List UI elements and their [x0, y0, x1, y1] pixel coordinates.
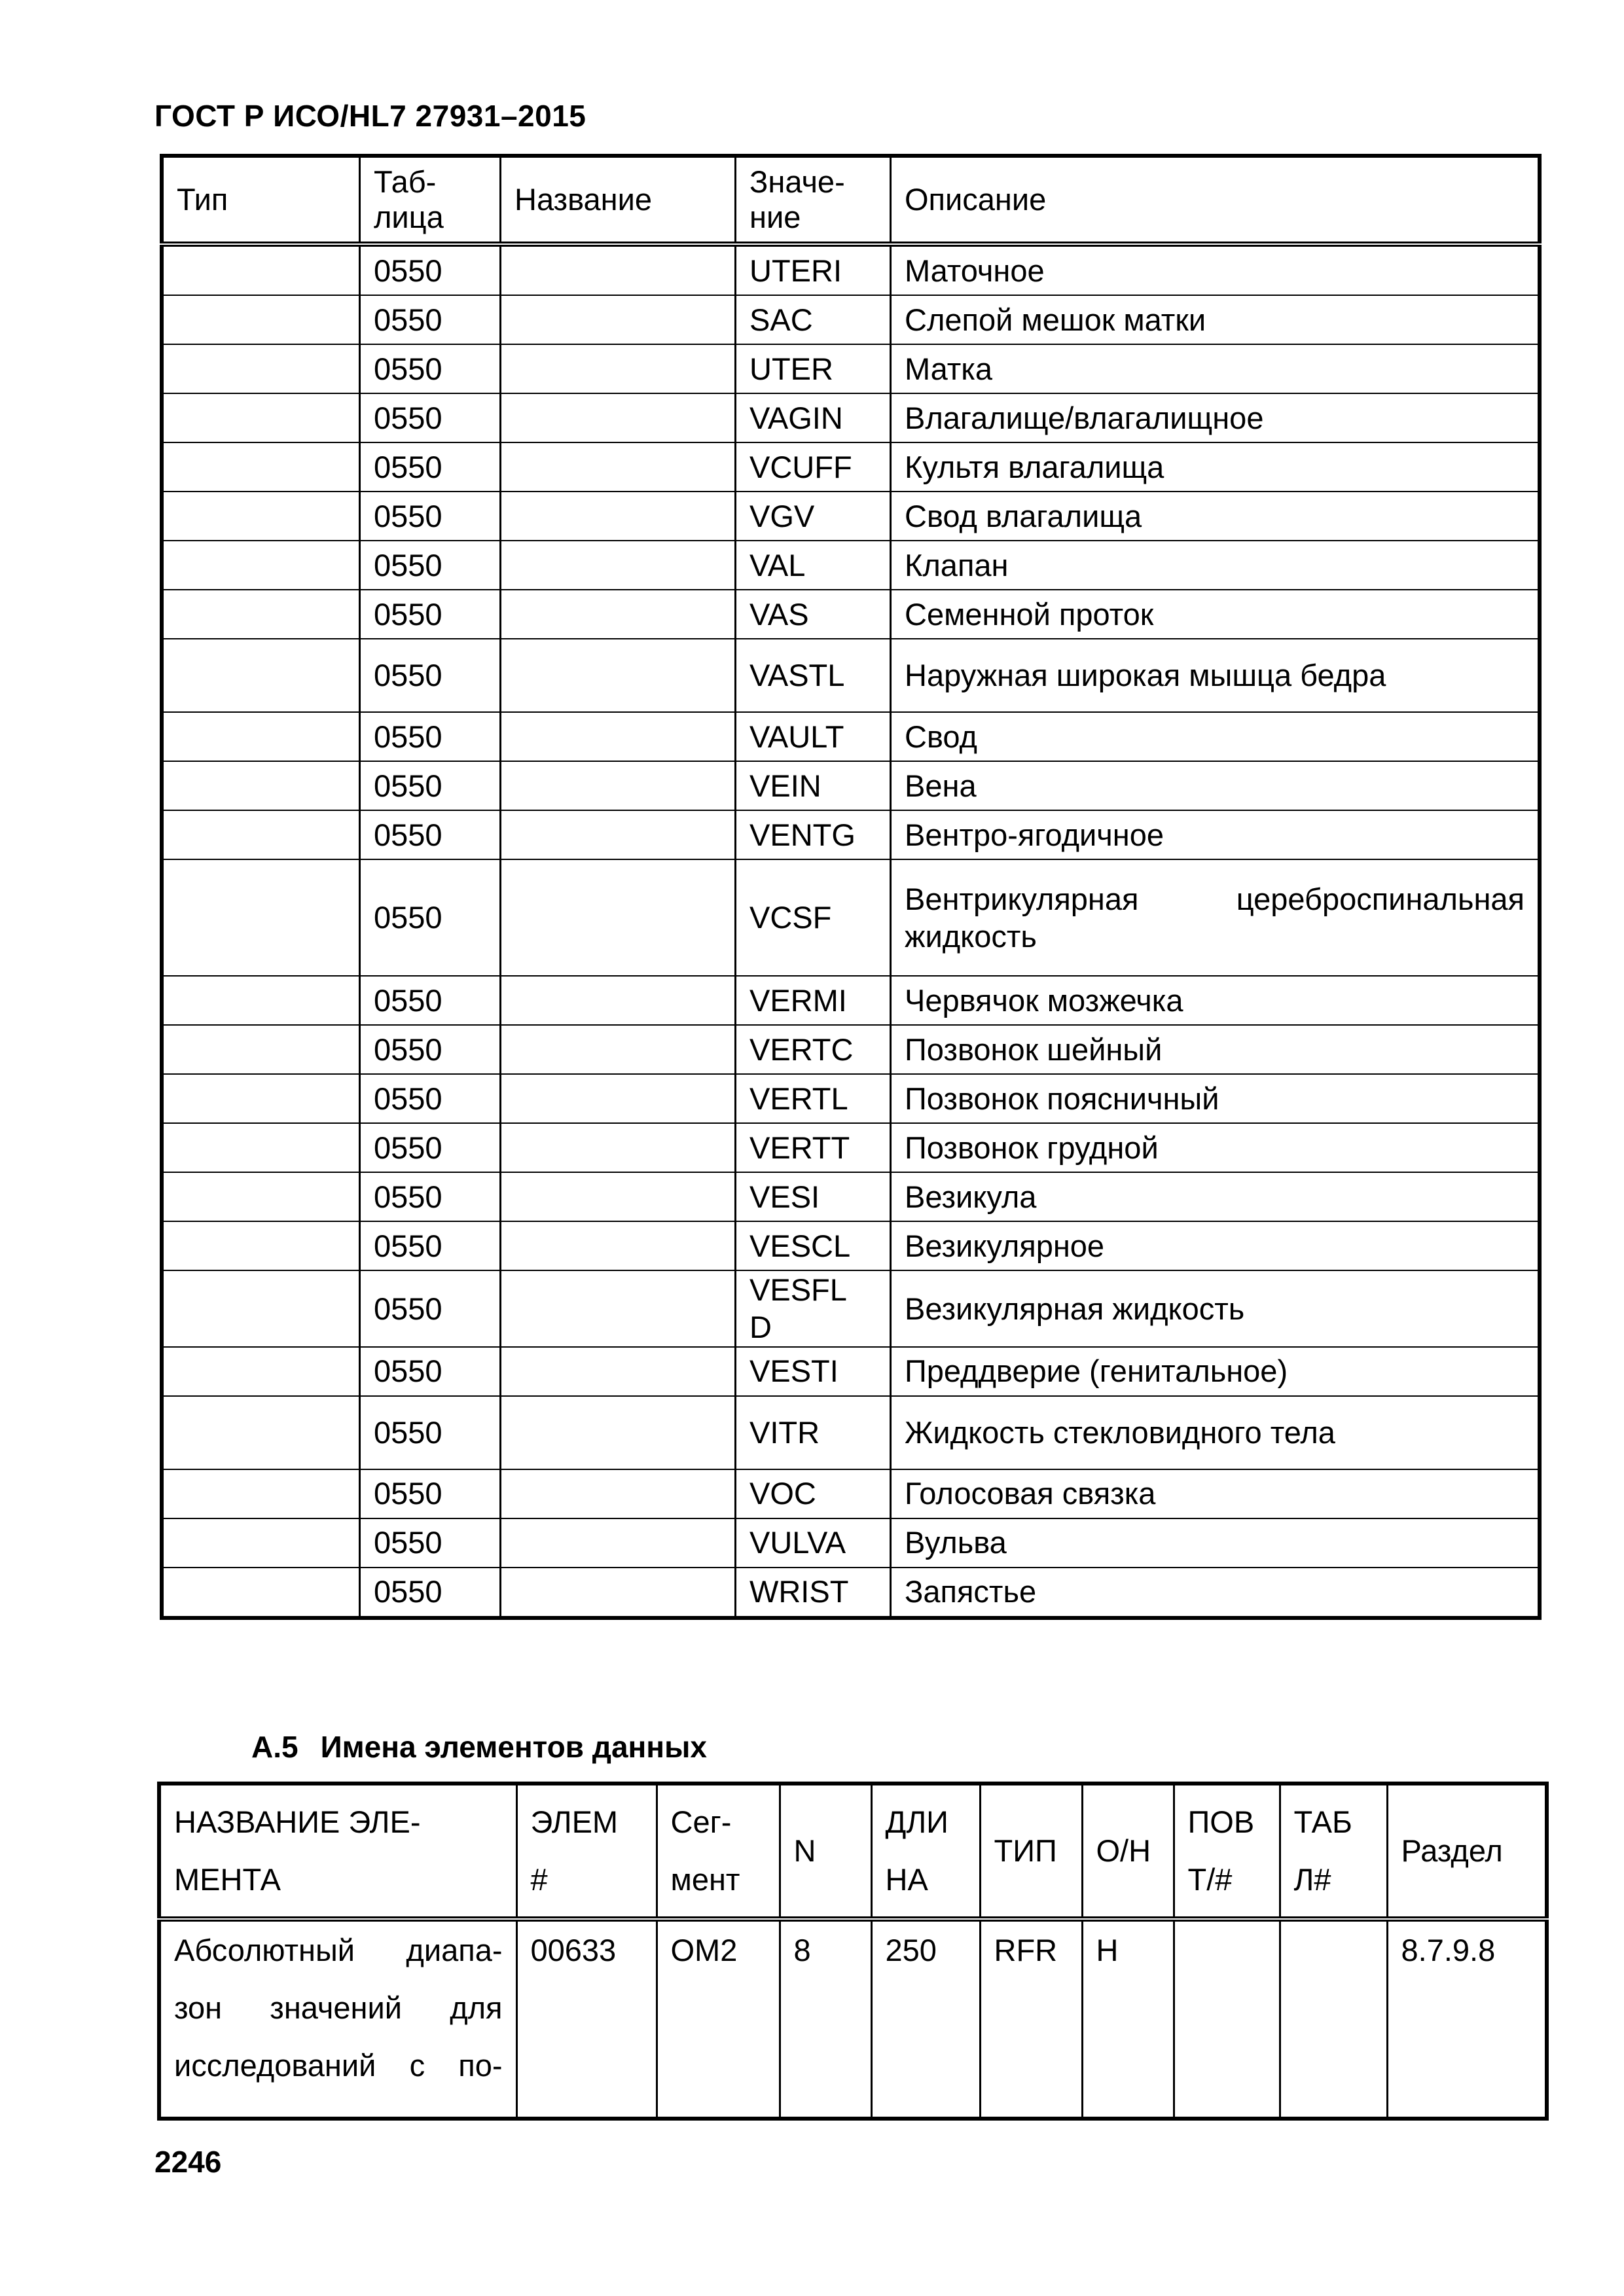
cell-type — [162, 244, 360, 295]
document-header-title: ГОСТ Р ИСО/HL7 27931–2015 — [154, 99, 586, 133]
cell-element-name: Абсолютный диапа- зон значений для исследований с по- — [159, 1919, 516, 2119]
cell-table: 0550 — [360, 442, 501, 492]
data-elements-table — [157, 1782, 1549, 2121]
col-header-optionality: О/Н — [1082, 1784, 1174, 1919]
cell-value: VITR — [736, 1396, 891, 1469]
cell-table: 0550 — [360, 590, 501, 639]
cell-name — [501, 1396, 736, 1469]
cell-value: VEIN — [736, 761, 891, 810]
cell-value: VESFL D — [736, 1270, 891, 1347]
col-header-length: ДЛИ НА — [871, 1784, 980, 1919]
cell-value: VULVA — [736, 1518, 891, 1568]
table-row — [162, 976, 1540, 1025]
cell-value: VOC — [736, 1469, 891, 1518]
cell-name — [501, 492, 736, 541]
cell-table: 0550 — [360, 1025, 501, 1074]
cell-description: Слепой мешок матки — [891, 295, 1540, 344]
cell-type — [162, 1396, 360, 1469]
cell-table: 0550 — [360, 344, 501, 393]
cell-description: Позвонок грудной — [891, 1123, 1540, 1172]
table-row — [162, 761, 1540, 810]
table-row — [162, 639, 1540, 712]
cell-description: Преддверие (генитальное) — [891, 1347, 1540, 1396]
cell-type — [162, 492, 360, 541]
cell-name — [501, 1518, 736, 1568]
table-row — [162, 492, 1540, 541]
col-header-element-name: НАЗВАНИЕ ЭЛЕ- МЕНТА — [159, 1784, 516, 1919]
cell-value: VESTI — [736, 1347, 891, 1396]
cell-table: 0550 — [360, 541, 501, 590]
cell-value: VERTL — [736, 1074, 891, 1123]
table-row — [162, 1396, 1540, 1469]
table-row — [162, 295, 1540, 344]
cell-table: 0550 — [360, 1396, 501, 1469]
cell-value: VASTL — [736, 639, 891, 712]
cell-value: VENTG — [736, 810, 891, 859]
cell-length: 250 — [871, 1919, 980, 2119]
col-header-n: N — [780, 1784, 871, 1919]
cell-type — [162, 1172, 360, 1221]
cell-table: 0550 — [360, 1221, 501, 1270]
table-row — [162, 859, 1540, 976]
table-row — [162, 1025, 1540, 1074]
cell-value: VCSF — [736, 859, 891, 976]
table-row — [162, 1221, 1540, 1270]
cell-elem-number: 00633 — [516, 1919, 657, 2119]
table-row — [162, 442, 1540, 492]
cell-value: VAGIN — [736, 393, 891, 442]
cell-table: 0550 — [360, 639, 501, 712]
cell-type — [162, 810, 360, 859]
cell-description: Вентро-ягодичное — [891, 810, 1540, 859]
col-header-table-number: ТАБ Л# — [1280, 1784, 1387, 1919]
cell-type — [162, 541, 360, 590]
cell-value: VGV — [736, 492, 891, 541]
cell-value: VAL — [736, 541, 891, 590]
cell-table: 0550 — [360, 1469, 501, 1518]
col-header-description: Описание — [891, 156, 1540, 244]
cell-name — [501, 1469, 736, 1518]
cell-value: UTERI — [736, 244, 891, 295]
cell-table: 0550 — [360, 244, 501, 295]
table-row — [162, 712, 1540, 761]
table-row — [162, 1347, 1540, 1396]
table-row — [162, 1469, 1540, 1518]
cell-table: 0550 — [360, 295, 501, 344]
cell-description: Свод — [891, 712, 1540, 761]
cell-description: Вентрикулярная цереброспинальная жидкость — [891, 859, 1540, 976]
cell-table: 0550 — [360, 761, 501, 810]
table-row — [162, 541, 1540, 590]
cell-description: Культя влагалища — [891, 442, 1540, 492]
col-header-value: Значе- ние — [736, 156, 891, 244]
value-table-body — [162, 244, 1540, 1618]
table-row — [162, 393, 1540, 442]
cell-type — [162, 393, 360, 442]
cell-name — [501, 810, 736, 859]
cell-name — [501, 712, 736, 761]
cell-name — [501, 442, 736, 492]
cell-type — [162, 1221, 360, 1270]
cell-description: Клапан — [891, 541, 1540, 590]
table-row — [162, 1568, 1540, 1618]
col-header-repeat: ПОВ Т/# — [1174, 1784, 1280, 1919]
cell-name — [501, 1123, 736, 1172]
section-title: Имена элементов данных — [320, 1730, 707, 1764]
cell-description: Везикулярная жидкость — [891, 1270, 1540, 1347]
cell-value: VERTT — [736, 1123, 891, 1172]
col-header-table: Таб- лица — [360, 156, 501, 244]
cell-description: Позвонок шейный — [891, 1025, 1540, 1074]
cell-value: UTER — [736, 344, 891, 393]
col-header-type: ТИП — [980, 1784, 1082, 1919]
cell-name — [501, 761, 736, 810]
cell-description: Жидкость стекловидного тела — [891, 1396, 1540, 1469]
cell-value: WRIST — [736, 1568, 891, 1618]
cell-description: Вена — [891, 761, 1540, 810]
cell-name — [501, 859, 736, 976]
cell-value: VESCL — [736, 1221, 891, 1270]
col-header-section: Раздел — [1387, 1784, 1547, 1919]
table-row — [159, 1919, 1547, 2119]
cell-type: RFR — [980, 1919, 1082, 2119]
cell-value: SAC — [736, 295, 891, 344]
cell-name — [501, 976, 736, 1025]
cell-description: Влагалище/влагалищное — [891, 393, 1540, 442]
cell-value: VAULT — [736, 712, 891, 761]
table-row — [162, 810, 1540, 859]
cell-name — [501, 1074, 736, 1123]
cell-name — [501, 1347, 736, 1396]
cell-description: Голосовая связка — [891, 1469, 1540, 1518]
cell-description: Наружная широкая мышца бедра — [891, 639, 1540, 712]
cell-optionality: Н — [1082, 1919, 1174, 2119]
cell-type — [162, 295, 360, 344]
cell-description: Запястье — [891, 1568, 1540, 1618]
cell-type — [162, 1568, 360, 1618]
col-header-segment: Сег- мент — [657, 1784, 780, 1919]
cell-description: Червячок мозжечка — [891, 976, 1540, 1025]
cell-type — [162, 639, 360, 712]
cell-n: 8 — [780, 1919, 871, 2119]
cell-name — [501, 639, 736, 712]
cell-value: VERMI — [736, 976, 891, 1025]
table-row — [162, 344, 1540, 393]
cell-table: 0550 — [360, 1270, 501, 1347]
cell-type — [162, 761, 360, 810]
cell-type — [162, 1123, 360, 1172]
cell-value: VERTC — [736, 1025, 891, 1074]
cell-table: 0550 — [360, 976, 501, 1025]
value-table — [160, 154, 1542, 1620]
cell-description: Позвонок поясничный — [891, 1074, 1540, 1123]
cell-name — [501, 244, 736, 295]
cell-table: 0550 — [360, 1518, 501, 1568]
cell-value: VCUFF — [736, 442, 891, 492]
cell-name — [501, 1221, 736, 1270]
cell-segment: OM2 — [657, 1919, 780, 2119]
cell-type — [162, 590, 360, 639]
col-header-elem-number: ЭЛЕМ # — [516, 1784, 657, 1919]
section-heading — [251, 1729, 707, 1765]
cell-type — [162, 344, 360, 393]
cell-type — [162, 442, 360, 492]
col-header-type: Тип — [162, 156, 360, 244]
cell-table: 0550 — [360, 1172, 501, 1221]
cell-table: 0550 — [360, 1347, 501, 1396]
cell-type — [162, 1074, 360, 1123]
cell-type — [162, 1347, 360, 1396]
page-number: 2246 — [154, 2145, 222, 2179]
cell-section: 8.7.9.8 — [1387, 1919, 1547, 2119]
table-row — [162, 1123, 1540, 1172]
cell-value: VESI — [736, 1172, 891, 1221]
cell-type — [162, 1469, 360, 1518]
cell-type — [162, 712, 360, 761]
cell-name — [501, 541, 736, 590]
table-header-row — [162, 156, 1540, 244]
cell-description: Везикулярное — [891, 1221, 1540, 1270]
cell-table: 0550 — [360, 859, 501, 976]
cell-name — [501, 1025, 736, 1074]
col-header-name: Название — [501, 156, 736, 244]
table-row — [162, 1518, 1540, 1568]
cell-table: 0550 — [360, 810, 501, 859]
section-number: А.5 — [251, 1730, 298, 1764]
cell-value: VAS — [736, 590, 891, 639]
cell-table-number — [1280, 1919, 1387, 2119]
cell-type — [162, 976, 360, 1025]
cell-description: Вульва — [891, 1518, 1540, 1568]
cell-type — [162, 1025, 360, 1074]
cell-table: 0550 — [360, 1074, 501, 1123]
table-row — [162, 1270, 1540, 1347]
cell-name — [501, 344, 736, 393]
table-row — [162, 244, 1540, 295]
cell-name — [501, 1172, 736, 1221]
cell-table: 0550 — [360, 393, 501, 442]
data-elements-table-body — [159, 1919, 1547, 2119]
cell-table: 0550 — [360, 492, 501, 541]
table-header-row — [159, 1784, 1547, 1919]
cell-repeat — [1174, 1919, 1280, 2119]
cell-name — [501, 1270, 736, 1347]
table-row — [162, 1172, 1540, 1221]
cell-name — [501, 295, 736, 344]
cell-type — [162, 1270, 360, 1347]
cell-description: Свод влагалища — [891, 492, 1540, 541]
table-row — [162, 1074, 1540, 1123]
cell-table: 0550 — [360, 1568, 501, 1618]
table-row — [162, 590, 1540, 639]
cell-type — [162, 1518, 360, 1568]
cell-table: 0550 — [360, 1123, 501, 1172]
cell-name — [501, 1568, 736, 1618]
cell-description: Маточное — [891, 244, 1540, 295]
cell-description: Везикула — [891, 1172, 1540, 1221]
cell-name — [501, 590, 736, 639]
cell-name — [501, 393, 736, 442]
cell-type — [162, 859, 360, 976]
cell-table: 0550 — [360, 712, 501, 761]
cell-description: Семенной проток — [891, 590, 1540, 639]
cell-description: Матка — [891, 344, 1540, 393]
